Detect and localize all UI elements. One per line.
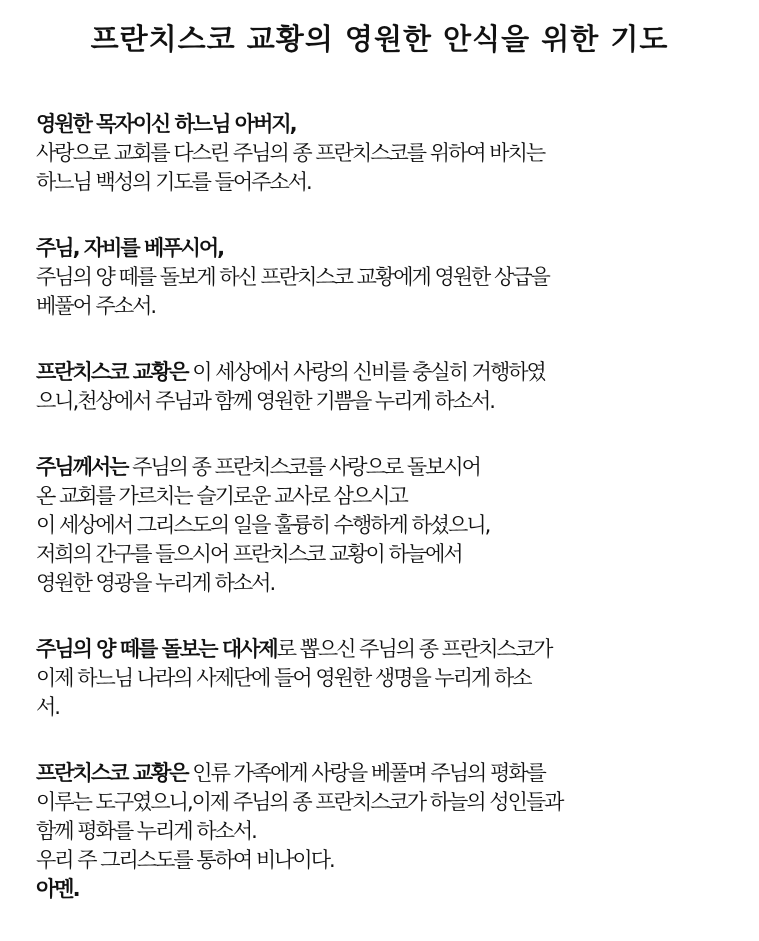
line-text: 베풀어 주소서.	[36, 294, 156, 318]
text-line	[36, 110, 746, 139]
text-line	[36, 453, 746, 482]
text-line	[36, 635, 746, 664]
text-line	[36, 540, 746, 569]
text-line	[36, 846, 746, 875]
text-line	[36, 234, 746, 263]
line-text: 이제 하느님 나라의 사제단에 들어 영원한 생명을 누리게 하소	[36, 666, 531, 690]
paragraph	[36, 110, 746, 197]
line-text: 하느님 백성의 기도를 들어주소서.	[36, 170, 311, 194]
paragraph	[36, 635, 746, 722]
paragraph	[36, 453, 746, 598]
text-line	[36, 168, 746, 197]
line-text: 로 뽑으신 주님의 종 프란치스코가	[276, 637, 552, 661]
text-line	[36, 358, 746, 387]
text-line	[36, 788, 746, 817]
text-line	[36, 693, 746, 722]
line-text: 주님의 양 떼를 돌보게 하신 프란치스코 교황에게 영원한 상급을	[36, 265, 549, 289]
line-text: 사랑으로 교회를 다스린 주님의 종 프란치스코를 위하여 바치는	[36, 141, 545, 165]
line-text: 서.	[36, 695, 59, 719]
line-text: 저희의 간구를 들으시어 프란치스코 교황이 하늘에서	[36, 542, 462, 566]
line-text: 영원한 영광을 누리게 하소서.	[36, 571, 275, 595]
paragraph	[36, 234, 746, 321]
text-line	[36, 817, 746, 846]
document-title: 프란치스코 교황의 영원한 안식을 위한 기도	[90, 22, 669, 56]
bold-text: 주님께서는	[36, 455, 128, 479]
line-text: 인류 가족에게 사랑을 베풀며 주님의 평화를	[187, 761, 545, 785]
text-line	[36, 139, 746, 168]
line-text: 으니,천상에서 주님과 함께 영원한 기쁨을 누리게 하소서.	[36, 389, 494, 413]
bold-text: 아멘.	[36, 877, 79, 901]
paragraph	[36, 759, 746, 904]
bold-text: 주님, 자비를 베푸시어,	[36, 236, 224, 260]
paragraph	[36, 358, 746, 416]
text-line	[36, 263, 746, 292]
line-text: 온 교회를 가르치는 슬기로운 교사로 삼으시고	[36, 484, 407, 508]
bold-text: 프란치스코 교황은	[36, 761, 188, 785]
text-line	[36, 511, 746, 540]
text-line	[36, 664, 746, 693]
text-line	[36, 569, 746, 598]
line-text: 우리 주 그리스도를 통하여 비나이다.	[36, 848, 334, 872]
line-text: 함께 평화를 누리게 하소서.	[36, 819, 256, 843]
bold-text: 프란치스코 교황은	[36, 360, 188, 384]
bold-text: 주님의 양 떼를 돌보는 대사제	[36, 637, 277, 661]
text-line	[36, 875, 746, 904]
text-line	[36, 387, 746, 416]
line-text: 이루는 도구였으니,이제 주님의 종 프란치스코가 하늘의 성인들과	[36, 790, 563, 814]
text-line	[36, 482, 746, 511]
line-text: 이 세상에서 사랑의 신비를 충실히 거행하였	[187, 360, 545, 384]
prayer-body	[36, 110, 746, 941]
line-text: 이 세상에서 그리스도의 일을 훌륭히 수행하게 하셨으니,	[36, 513, 490, 537]
bold-text: 영원한 목자이신 하느님 아버지,	[36, 112, 296, 136]
text-line	[36, 292, 746, 321]
text-line	[36, 759, 746, 788]
line-text: 주님의 종 프란치스코를 사랑으로 돌보시어	[127, 455, 480, 479]
